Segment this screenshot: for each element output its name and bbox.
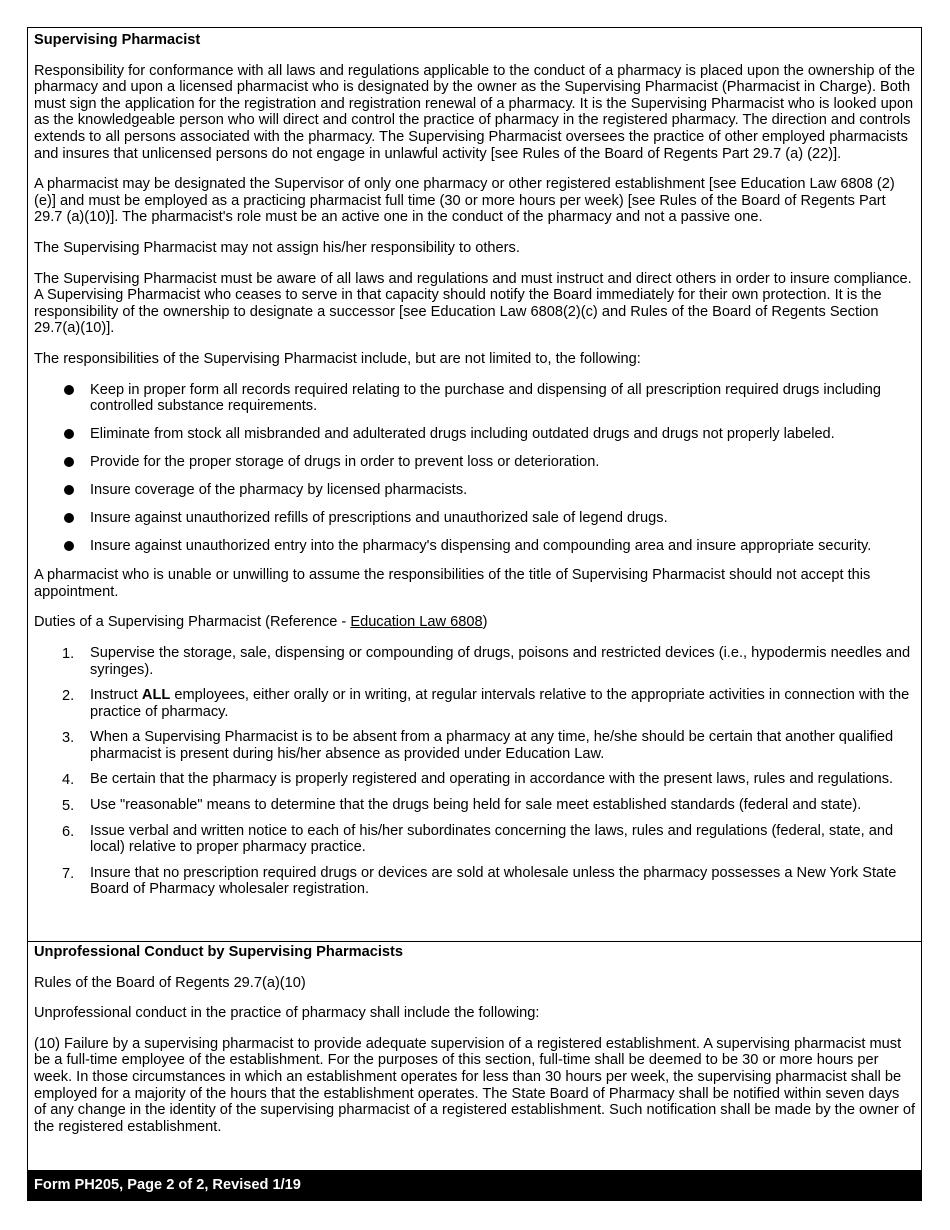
list-item: 7. Insure that no prescription required drugs or devices are sold at wholesale unless the pharmacy possesses a New York State Board of Pharmacy wholesaler registration.	[62, 864, 897, 898]
emphasis-all: ALL	[141, 687, 171, 704]
bullet-icon	[64, 429, 74, 439]
list-item: Insure against unauthorized entry into the pharmacy's dispensing and compounding area and insure appropriate security.	[34, 538, 915, 555]
list-item: 2. Instruct ALL employees, either orally or in writing, at regular intervals relative to the appropriate activities in connection with the practice of pharmacy.	[62, 687, 910, 720]
bullet-icon	[64, 513, 74, 523]
paragraph-responsibilities-intro: The responsibilities of the Supervising Pharmacist include, but are not limited to, the following:	[34, 350, 641, 367]
duties-heading: Duties of a Supervising Pharmacist (Reference - Education Law 6808)	[34, 614, 488, 631]
list-item: Insure coverage of the pharmacy by licensed pharmacists.	[34, 482, 915, 499]
list-item: 6. Issue verbal and written notice to each of his/her subordinates concerning the laws, rules and regulations (federal, state, and local) relative to proper pharmacy practice.	[62, 822, 894, 856]
education-law-link[interactable]: Education Law 6808	[350, 614, 483, 631]
list-item: Keep in proper form all records required relating to the purchase and dispensing of all prescription required drugs including controlled substance requirements.	[34, 382, 915, 415]
paragraph-rule-10: (10) Failure by a supervising pharmacist to provide adequate supervision of a registered establishment. A supervising pharmacist must be a full-time employee of the establishment. For the purposes of this section, full-time shall be deemed to be 30 or more hours per week. In those circumstances in which an establishment operates for less than 30 hours per week, the supervising pharmacist shall be employed for a majority of the hours that the establishment operates. The State Board of Pharmacy shall be notified within seven days of any change in the identity of the supervising pharmacist of a registered establishment. Such notification shall be made by the owner of the registered establishment.	[34, 1035, 915, 1135]
bullet-icon	[64, 457, 74, 467]
paragraph-unable: A pharmacist who is unable or unwilling to assume the responsibilities of the title of Supervising Pharmacist should not accept this appointment.	[34, 567, 871, 600]
paragraph-rule-reference: Rules of the Board of Regents 29.7(a)(10)	[34, 974, 306, 991]
unprofessional-conduct-section	[28, 941, 921, 1149]
list-item: 4. Be certain that the pharmacy is properly registered and operating in accordance with the present laws, rules and regulations.	[62, 771, 894, 789]
list-item: 1. Supervise the storage, sale, dispensing or compounding of drugs, poisons and restricted devices (i.e., hypodermis needles and syringes).	[62, 644, 911, 678]
responsibilities-list	[34, 382, 915, 555]
paragraph-designation: A pharmacist may be designated the Supervisor of only one pharmacy or other registered establishment [see Education Law 6808 (2)(e)] and must be employed as a practicing pharmacist full time (30 or more hours per week) [see Rules of the Board of Regents Part 29.7 (a)(10)]. The pharmacist's role must be an active one in the conduct of the pharmacy and not a passive one.	[34, 176, 895, 226]
list-item: Insure against unauthorized refills of prescriptions and unauthorized sale of legend drugs.	[34, 510, 915, 527]
bullet-icon	[64, 541, 74, 551]
form-footer: Form PH205, Page 2 of 2, Revised 1/19	[28, 1170, 921, 1200]
paragraph-awareness: The Supervising Pharmacist must be aware of all laws and regulations and must instruct and direct others in order to insure compliance. A Supervising Pharmacist who ceases to serve in that capacity should notify the Board immediately for their own protection. It is the responsibility of the ownership to designate a successor [see Education Law 6808(2)(c) and Rules of the Board of Regents Section 29.7(a)(10)].	[34, 270, 912, 337]
list-item: Provide for the proper storage of drugs in order to prevent loss or deterioration.	[34, 454, 915, 471]
bullet-icon	[64, 385, 74, 395]
supervising-pharmacist-section	[28, 28, 921, 898]
list-item: Eliminate from stock all misbranded and adulterated drugs including outdated drugs and drugs not properly labeled.	[34, 426, 915, 443]
list-item: 3. When a Supervising Pharmacist is to be absent from a pharmacy at any time, he/she should be certain that another qualified pharmacist is present during his/her absence as provided under Education Law.	[62, 729, 894, 762]
paragraph-no-assign: The Supervising Pharmacist may not assign his/her responsibility to others.	[34, 239, 520, 256]
list-item: 5. Use "reasonable" means to determine that the drugs being held for sale meet established standards (federal and state).	[62, 797, 862, 815]
bullet-icon	[64, 485, 74, 495]
section-title: Unprofessional Conduct by Supervising Pharmacists	[34, 944, 403, 960]
section-title: Supervising Pharmacist	[34, 32, 201, 48]
paragraph-responsibility: Responsibility for conformance with all laws and regulations applicable to the conduct of a pharmacy is placed upon the ownership of the pharmacy and upon a licensed pharmacist who is designated by the owner as the Supervising Pharmacist (Pharmacist in Charge). Both must sign the application for the registration and registration renewal of a pharmacy. It is the Supervising Pharmacist who is looked upon as the knowledgeable person who will direct and control the practice of pharmacy in the registered pharmacy. The direction and controls extends to all persons associated with the pharmacy. The Supervising Pharmacist oversees the practice of other employed pharmacists and insures that unlicensed persons do not engage in unlawful activity [see Rules of the Board of Regents Part 29.7 (a) (22)].	[34, 62, 915, 162]
paragraph-conduct-intro: Unprofessional conduct in the practice of pharmacy shall include the following:	[34, 1005, 540, 1022]
form-page	[27, 27, 922, 1201]
duties-list	[34, 645, 915, 898]
